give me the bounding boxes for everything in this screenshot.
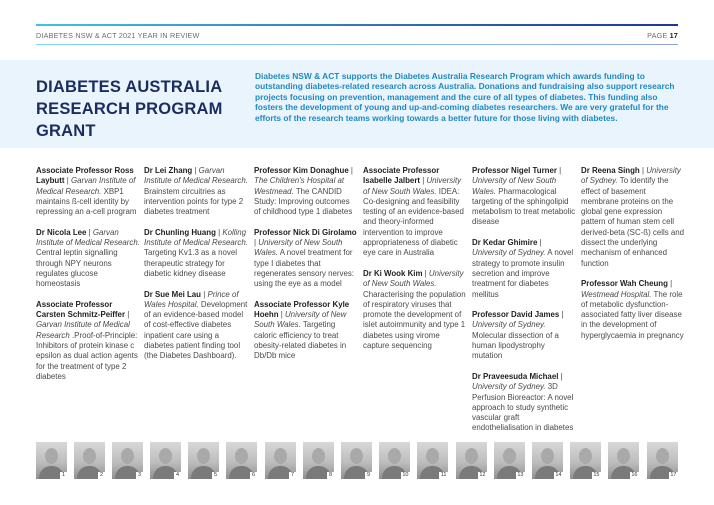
- intro-paragraph: Diabetes NSW & ACT supports the Diabetes Australia Research Program which awards funding to outstanding diabetes-related research across Australia. Donations and fundraising also support research projects focusing on prevention, management and the cure of all types of diabetes. This funding also fosters the development of young and up-and-coming diabetes researchers. We are very grateful for the efforts of the research teams working towards a better future for those living with diabetes.: [255, 71, 675, 123]
- researcher-photo: [341, 442, 372, 479]
- researcher-photo: [188, 442, 219, 479]
- grant-entry: Dr Ki Wook Kim | University of New South Wales. Characterising the population of respiratory viruses that promote the development of islet autoimmunity and type 1 diabetes using virome capture sequencing: [363, 268, 466, 351]
- photo-number: 4: [175, 472, 180, 478]
- portrait-icon: [312, 448, 325, 464]
- researcher-name: Professor Nigel Turner: [472, 166, 557, 175]
- photo-number: 6: [251, 472, 256, 478]
- researcher-photo: [417, 442, 448, 479]
- researcher-photo: [608, 442, 639, 479]
- researcher-name: Associate Professor Carsten Schmitz-Peiffer: [36, 299, 126, 320]
- researcher-name: Associate Professor Ross Laybutt: [36, 166, 134, 186]
- researcher-photo: [226, 442, 257, 479]
- researcher-name: Dr Chunling Huang: [144, 227, 216, 237]
- researcher-photo: [532, 442, 563, 479]
- researcher-name: Dr Lei Zhang: [144, 166, 193, 175]
- researcher-photo: [379, 442, 410, 479]
- grant-entry: Dr Praveesuda Michael | University of Sydney. 3D Perfusion Bioreactor: A novel approach to study synthetic vascular graft endothelialisation in diabetes: [472, 371, 574, 433]
- portrait-icon: [388, 448, 401, 464]
- photo-number: 7: [290, 472, 295, 478]
- researcher-photo: [647, 442, 678, 479]
- portrait-icon: [197, 448, 210, 464]
- institution: University of New South Wales.: [363, 268, 464, 289]
- page-label: PAGE: [647, 31, 668, 40]
- grant-entry: Professor David James | University of Sydney. Molecular dissection of a human lipodystrophy mutation: [472, 310, 564, 361]
- grant-entry: Dr Nicola Lee | Garvan Institute of Medical Research. Central leptin signalling through NPY neurons regulates glucose homeostasis: [36, 227, 140, 289]
- portrait-icon: [465, 448, 478, 464]
- portrait-icon: [503, 448, 516, 464]
- researcher-photo: [494, 442, 525, 479]
- portrait-icon: [159, 448, 172, 464]
- grant-columns: [36, 166, 684, 432]
- institution: University of New South Wales.: [472, 176, 557, 196]
- photo-number: 15: [593, 472, 600, 478]
- photo-number: 2: [99, 472, 104, 478]
- portrait-icon: [579, 448, 592, 464]
- researcher-photo: [36, 442, 67, 479]
- institution: Garvan Institute of Medical Research.: [36, 227, 140, 248]
- column-1: [36, 166, 140, 393]
- institution: Kolling Institute of Medical Research.: [144, 227, 248, 248]
- grant-entry: Professor Wah Cheung | Westmead Hospital. The role of metabolic dysfunction-associated fatty liver disease in the development of hyperglycaemia in pregnancy: [581, 279, 684, 340]
- photo-number: 10: [402, 472, 409, 478]
- project-title: Molecular dissection of a human lipodystrophy mutation: [472, 330, 559, 361]
- page-title: DIABETES AUSTRALIA RESEARCH PROGRAM GRANT: [36, 78, 223, 140]
- project-title: Pharmacological targeting of the sphingolipid metabolism to treat metabolic disease: [472, 186, 576, 227]
- researcher-name: Professor Nick Di Girolamo: [254, 227, 357, 237]
- institution: University of New South Wales.: [254, 238, 343, 258]
- project-title: Targeting caloric efficiency to treat obesity-related diabetes in Db/Db mice: [254, 320, 347, 361]
- researcher-name: Dr Reena Singh: [581, 166, 640, 175]
- portrait-icon: [656, 448, 669, 464]
- researcher-photo: [570, 442, 601, 479]
- researcher-photo: [74, 442, 105, 479]
- photo-number: 13: [517, 472, 524, 478]
- project-title: Targeting Kv1.3 as a novel therapeutic strategy for diabetic kidney disease: [144, 248, 237, 278]
- column-5: [472, 166, 576, 444]
- grant-entry: Professor Kim Donaghue | The Children's Hospital at Westmead. The CANDID Study: Improving outcomes of childhood type 1 diabetes: [254, 166, 353, 217]
- portrait-icon: [274, 448, 287, 464]
- institution: University of Sydney.: [472, 382, 546, 392]
- researcher-photo: [150, 442, 181, 479]
- column-6: [581, 166, 685, 351]
- researcher-photo: [265, 442, 296, 479]
- photo-number: 5: [213, 472, 218, 478]
- researcher-photo: [303, 442, 334, 479]
- photo-number: 9: [366, 472, 371, 478]
- researcher-name: Professor Wah Cheung: [581, 279, 668, 289]
- portrait-icon: [617, 448, 630, 464]
- grant-entry: Dr Lei Zhang | Garvan Institute of Medical Research. Brainstem circuitries as intervention points for type 2 diabetes treatment: [144, 166, 248, 217]
- project-title: 3D Perfusion Bioreactor: A novel approach to study synthetic vascular graft endothelialisation in diabetes: [472, 382, 574, 433]
- grant-entry: Associate Professor Isabelle Jalbert | University of New South Wales. IDEA: Co-designing and feasibility testing of an evidence-based and theory-informed intervention to improve appropriateness of diabetic eye care in Australia: [363, 166, 464, 258]
- portrait-icon: [235, 448, 248, 464]
- portrait-icon: [426, 448, 439, 464]
- institution: Garvan Institute of Medical Research: [36, 320, 130, 340]
- institution: University of Sydney.: [581, 166, 681, 186]
- photo-number: 12: [479, 472, 486, 478]
- photo-number: 1: [61, 472, 66, 478]
- researcher-name: Professor Kim Donaghue: [254, 166, 349, 175]
- institution: University of Sydney.: [472, 320, 546, 330]
- project-title: The role of metabolic dysfunction-associated fatty liver disease in the development of hyperglycaemia in pregnancy: [581, 289, 684, 340]
- portrait-icon: [350, 448, 363, 464]
- researcher-photo-strip: [36, 442, 684, 482]
- header-rule-top: [36, 24, 678, 26]
- institution: University of New South Wales.: [254, 310, 347, 330]
- project-title: To identify the effect of basement membrane proteins on the global gene expression pattern of human stem cell derived-beta (SC-ß) cells and dissect the underlying mechanism of enhanced function: [581, 176, 685, 268]
- photo-number: 16: [631, 472, 638, 478]
- grant-entry: Dr Chunling Huang | Kolling Institute of Medical Research. Targeting Kv1.3 as a novel therapeutic strategy for diabetic kidney disease: [144, 227, 248, 278]
- researcher-name: Dr Nicola Lee: [36, 227, 87, 237]
- institution: Westmead Hospital.: [581, 289, 652, 299]
- project-title: The CANDID Study: Improving outcomes of childhood type 1 diabetes: [254, 186, 353, 217]
- photo-number: 17: [670, 472, 677, 478]
- researcher-name: Associate Professor Isabelle Jalbert: [363, 166, 440, 186]
- researcher-name: Dr Sue Mei Lau: [144, 289, 201, 299]
- photo-number: 14: [555, 472, 562, 478]
- photo-number: 8: [328, 472, 333, 478]
- researcher-name: Dr Kedar Ghimire: [472, 238, 538, 248]
- project-title: Brainstem circuitries as intervention points for type 2 diabetes treatment: [144, 186, 244, 217]
- institution: Garvan Institute of Medical Research.: [36, 176, 136, 196]
- project-title: IDEA: Co-designing and feasibility testing of an evidence-based and theory-informed intervention to improve appropriateness of diabetic eye care in Australia: [363, 186, 464, 258]
- project-title: .Proof-of-Principle: Inhibitors of protein kinase c epsilon as dual action agents for the treatment of type 2 diabetes: [36, 330, 138, 381]
- project-title: XBP1 maintains ß-cell identity by repressing an a-cell program: [36, 186, 137, 217]
- institution: Garvan Institute of Medical Research.: [144, 166, 248, 186]
- researcher-name: Associate Professor Kyle Hoehn: [254, 299, 350, 320]
- project-title: A novel strategy to promote insulin secretion and improve treatment for diabetes mellitus: [472, 248, 574, 299]
- grant-entry: Dr Reena Singh | University of Sydney. To identify the effect of basement membrane proteins on the global gene expression pattern of human stem cell derived-beta (SC-ß) cells and dissect the underlying mechanism of enhanced function: [581, 166, 685, 268]
- grant-entry: Professor Nigel Turner | University of New South Wales. Pharmacological targeting of the sphingolipid metabolism to treat metabolic disease: [472, 166, 576, 227]
- grant-entry: Associate Professor Carsten Schmitz-Peiffer | Garvan Institute of Medical Research .Proof-of-Principle: Inhibitors of protein kinase c epsilon as dual action agents for the treatment of type 2 diabetes: [36, 299, 138, 381]
- portrait-icon: [541, 448, 554, 464]
- institution: The Children's Hospital at Westmead.: [254, 176, 345, 196]
- project-title: A novel treatment for type I diabetes that regenerates sensory nerves: using the eye as a model: [254, 248, 355, 289]
- page-number: [647, 31, 678, 40]
- header-rule-bottom: [36, 44, 678, 45]
- institution: University of Sydney.: [472, 248, 546, 258]
- portrait-icon: [121, 448, 134, 464]
- grant-entry: Associate Professor Kyle Hoehn | University of New South Wales. Targeting caloric efficiency to treat obesity-related diabetes in Db/Db mice: [254, 299, 350, 361]
- publication-title: DIABETES NSW & ACT 2021 YEAR IN REVIEW: [36, 31, 200, 40]
- researcher-name: Dr Ki Wook Kim: [363, 268, 423, 278]
- column-2: [144, 166, 248, 372]
- researcher-name: Dr Praveesuda Michael: [472, 371, 559, 381]
- project-title: Central leptin signalling through NPY neurons regulates glucose homeostasis: [36, 248, 118, 289]
- grant-entry: Dr Kedar Ghimire | University of Sydney. A novel strategy to promote insulin secretion and improve treatment for diabetes mellitus: [472, 238, 574, 299]
- column-4: [363, 166, 467, 362]
- grant-entry: Professor Nick Di Girolamo | University of New South Wales. A novel treatment for type I diabetes that regenerates sensory nerves: using the eye as a model: [254, 227, 357, 289]
- researcher-photo: [456, 442, 487, 479]
- researcher-photo: [112, 442, 143, 479]
- project-title: Characterising the population of respiratory viruses that promote the development of islet autoimmunity and type 1 diabetes using virome capture sequencing: [363, 289, 466, 351]
- photo-number: 3: [137, 472, 142, 478]
- grant-entry: Dr Sue Mei Lau | Prince of Wales Hospital. Development of an evidence-based model of cost-effective diabetes inpatient care using a diabetes patient finding tool (the Diabetes Dashboard).: [144, 289, 248, 361]
- portrait-icon: [45, 448, 58, 464]
- institution: University of New South Wales.: [363, 176, 462, 196]
- portrait-icon: [83, 448, 96, 464]
- page-number-value: 17: [669, 31, 678, 40]
- grant-entry: Associate Professor Ross Laybutt | Garvan Institute of Medical Research. XBP1 maintains ß-cell identity by repressing an a-cell program: [36, 166, 137, 217]
- photo-number: 11: [440, 472, 447, 478]
- researcher-name: Professor David James: [472, 310, 560, 320]
- project-title: Development of an evidence-based model of cost-effective diabetes inpatient care using a diabetes patient finding tool (the Diabetes Dashboard).: [144, 299, 248, 361]
- column-3: [254, 166, 358, 372]
- institution: Prince of Wales Hospital.: [144, 289, 239, 309]
